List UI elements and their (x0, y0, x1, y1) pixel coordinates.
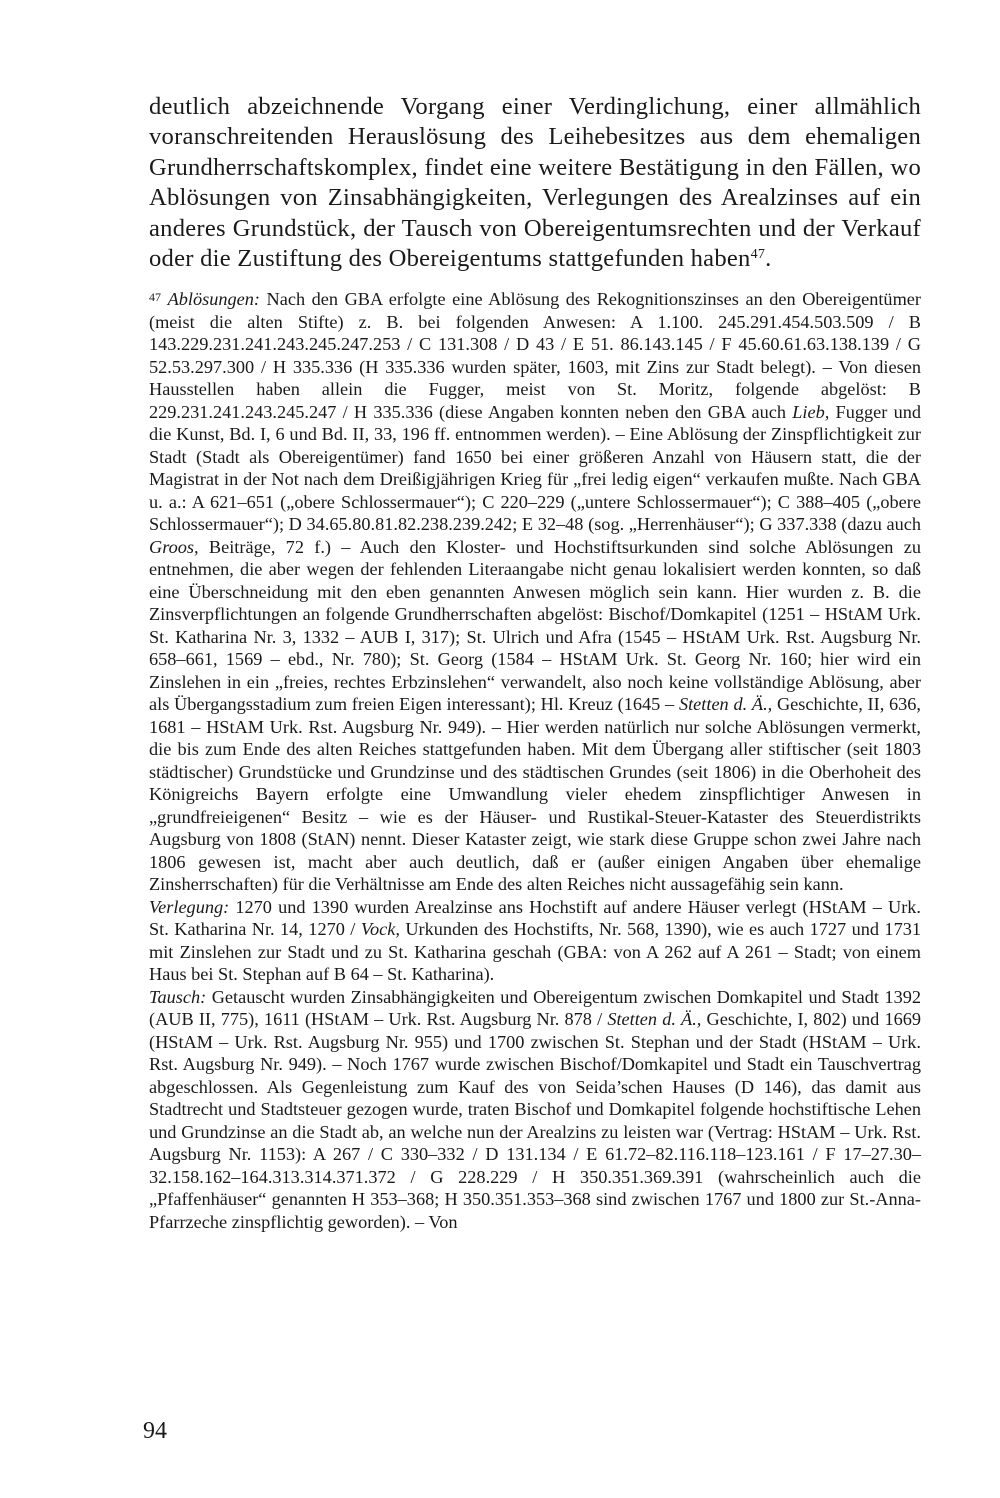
footnote-label-verlegung: Verlegung: (149, 896, 230, 917)
footnote-label-tausch: Tausch: (149, 986, 207, 1007)
body-text-end: . (765, 245, 772, 273)
footnote-text: Geschichte, II, 636, 1681 – HStAM Urk. Rst. Augsburg Nr. 949). – Hier werden natürlich nur solche Ablösungen vermerkt, die bis zum Ende des alten Reiches stattgefunden haben. Mit dem Übergang aller stiftischer (seit 1803 städtischer) Grundstücke und Grundzinse und des städtischen Grundes (seit 1806) in die Oberhoheit des Königreichs Bayern erfolgte eine Umwandlung vieler ehedem zinspflichtiger Anwesen in „grundfreieigenen“ Besitz – wie es der Häuser- und Rustikal-Steuer-Kataster des Steuerdistrikts Augsburg von 1808 (StAN) nennt. Dieser Kataster zeigt, wie stark diese Gruppe schon zwei Jahre nach 1806 gewesen ist, macht aber auch deutlich, daß er (außer einigen Angaben über ehemalige Zinsherrschaften) für die Verhältnisse am Ende des alten Reiches nicht aussagefähig sein kann. (149, 694, 922, 894)
footnote-tausch (149, 986, 921, 1234)
footnote-text: Beiträge, 72 f.) – Auch den Kloster- und Hochstiftsurkunden sind solche Ablösungen zu entnehmen, die aber wegen der fehlenden Literaangabe nicht genau lokalisiert werden konnten, so daß eine Überschneidung mit den eben genannten Anwesen möglich sein kann. Hier wurden z. B. die Zinsverpflichtungen an folgende Grundherrschaften abgelöst: Bischof/Domkapitel (1251 – HStAM Urk. St. Katharina Nr. 3, 1332 – AUB I, 317); St. Ulrich und Afra (1545 – HStAM Urk. Rst. Augsburg Nr. 658–661, 1569 – ebd., Nr. 780); St. Georg (1584 – HStAM Urk. St. Georg Nr. 160; hier wird ein Zinslehen in ein „freies, rechtes Erbzinslehen“ verwandelt, also noch keine vollständige Ablösung, aber als Übergangsstadium zum freien Eigen interessant); Hl. Kreuz (1645 – (149, 536, 921, 714)
footnote-47 (149, 288, 921, 1233)
footnote-author: Lieb, (792, 401, 830, 422)
footnote-text: Urkunden des Hochstifts, Nr. 568, 1390), wie es auch 1727 und 1731 mit Zinslehen zur Stadt und zu St. Katharina geschah (GBA: von A 262 auf A 261 – Stadt; von einem Haus bei St. Stephan auf B 64 – St. Katharina). (149, 919, 921, 984)
page-number: 94 (143, 1418, 167, 1444)
footnote-verlegung (149, 896, 921, 986)
footnote-text: Fugger und die Kunst, Bd. I, 6 und Bd. II, 33, 196 ff. entnommen werden). – Eine Ablösung der Zinspflichtigkeit zur Stadt (Stadt als Obereigentümer) fand 1650 bei einer größeren Anzahl von Häusern statt, die der Magistrat in der Not nach dem Dreißigjährigen Krieg für „frei ledig eigen“ verkaufen mußte. Nach GBA u. a.: A 621–651 („obere Schlossermauer“); C 220–229 („untere Schlossermauer“); C 388–405 („obere Schlossermauer“); D 34.65.80.81.82.238.239.242; E 32–48 (sog. „Herrenhäuser“); G 337.338 (dazu auch (149, 401, 921, 534)
footnote-text: Geschichte, I, 802) und 1669 (HStAM – Urk. Rst. Augsburg Nr. 955) und 1700 zwischen St. Stephan und der Stadt (HStAM – Urk. Rst. Augsburg Nr. 949). – Noch 1767 wurde zwischen Bischof/Domkapitel und Stadt ein Tauschvertrag abgeschlossen. Als Gegenleistung zum Kauf des von Seida’schen Hauses (D 146), das damit aus Stadtrecht und Stadtsteuer gezogen wurde, traten Bischof und Domkapitel folgende hochstiftische Lehen und Grundzinse an die Stadt ab, an welche nun der Arealzins zu leisten war (Vertrag: HStAM – Urk. Rst. Augsburg Nr. 1153): A 267 / C 330–332 / D 131.134 / E 61.72–82.116.118–123.161 / F 17–27.30–32.158.162–164.313.314.371.372 / G 228.229 / H 350.351.369.391 (wahrscheinlich auch die „Pfaffenhäuser“ genannten H 353–368; H 350.351.353–368 sind zwischen 1767 und 1800 zur St.-Anna-Pfarrzeche zinspflichtig geworden). – Von (149, 1009, 922, 1232)
footnote-text: 1270 und 1390 wurden Arealzinse ans Hochstift auf andere Häuser verlegt (HStAM – Urk. St. Katharina Nr. 14, 1270 / (149, 896, 921, 939)
footnote-label-abloesungen: Ablösungen: (167, 289, 260, 309)
footnote-text: Getauscht wurden Zinsabhängigkeiten und Obereigentum zwischen Domkapitel und Stadt 1392 (AUB II, 775), 1611 (HStAM – Urk. Rst. Augsburg Nr. 878 / (149, 986, 921, 1029)
footnote-reference: 47 (750, 247, 766, 263)
footnote-abloesungen (149, 288, 921, 896)
footnote-number: 47 (149, 290, 161, 304)
footnote-author: Stetten d. Ä., (678, 694, 773, 714)
footnote-author: Vock, (360, 919, 400, 939)
footnote-text: Nach den GBA erfolgte eine Ablösung des Rekognitionszinses an den Obereigentümer (meist die alten Stifte) z. B. bei folgenden Anwesen: A 1.100. 245.291.454.503.509 / B 143.229.231.241.243.245.247.253 / C 131.308 / D 43 / E 51. 86.143.145 / F 45.60.61.63.138.139 / G 52.53.297.300 / H 335.336 (H 335.336 wurden später, 1603, mit Zins zur Stadt belegt). – Von diesen Hausstellen haben allein die Fugger, meist von St. Moritz, folgende abgelöst: B 229.231.241.243.245.247 / H 335.336 (diese Angaben konnten neben den GBA auch (149, 289, 921, 422)
footnote-author: Stetten d. Ä., (607, 1009, 702, 1029)
body-text: deutlich abzeichnende Vorgang einer Verdinglichung, einer allmählich voranschreitenden Herauslösung des Leihebesitzes aus dem ehemaligen Grundherrschaftskomplex, findet eine weitere Bestätigung in den Fällen, wo Ablösungen von Zinsabhängigkeiten, Verlegungen des Arealzinses auf ein anderes Grundstück, der Tausch von Obereigentumsrechten und der Verkauf oder die Zustiftung des Obereigentums stattgefunden haben (149, 93, 921, 273)
footnote-author: Groos, (149, 536, 199, 557)
body-paragraph (149, 92, 921, 274)
